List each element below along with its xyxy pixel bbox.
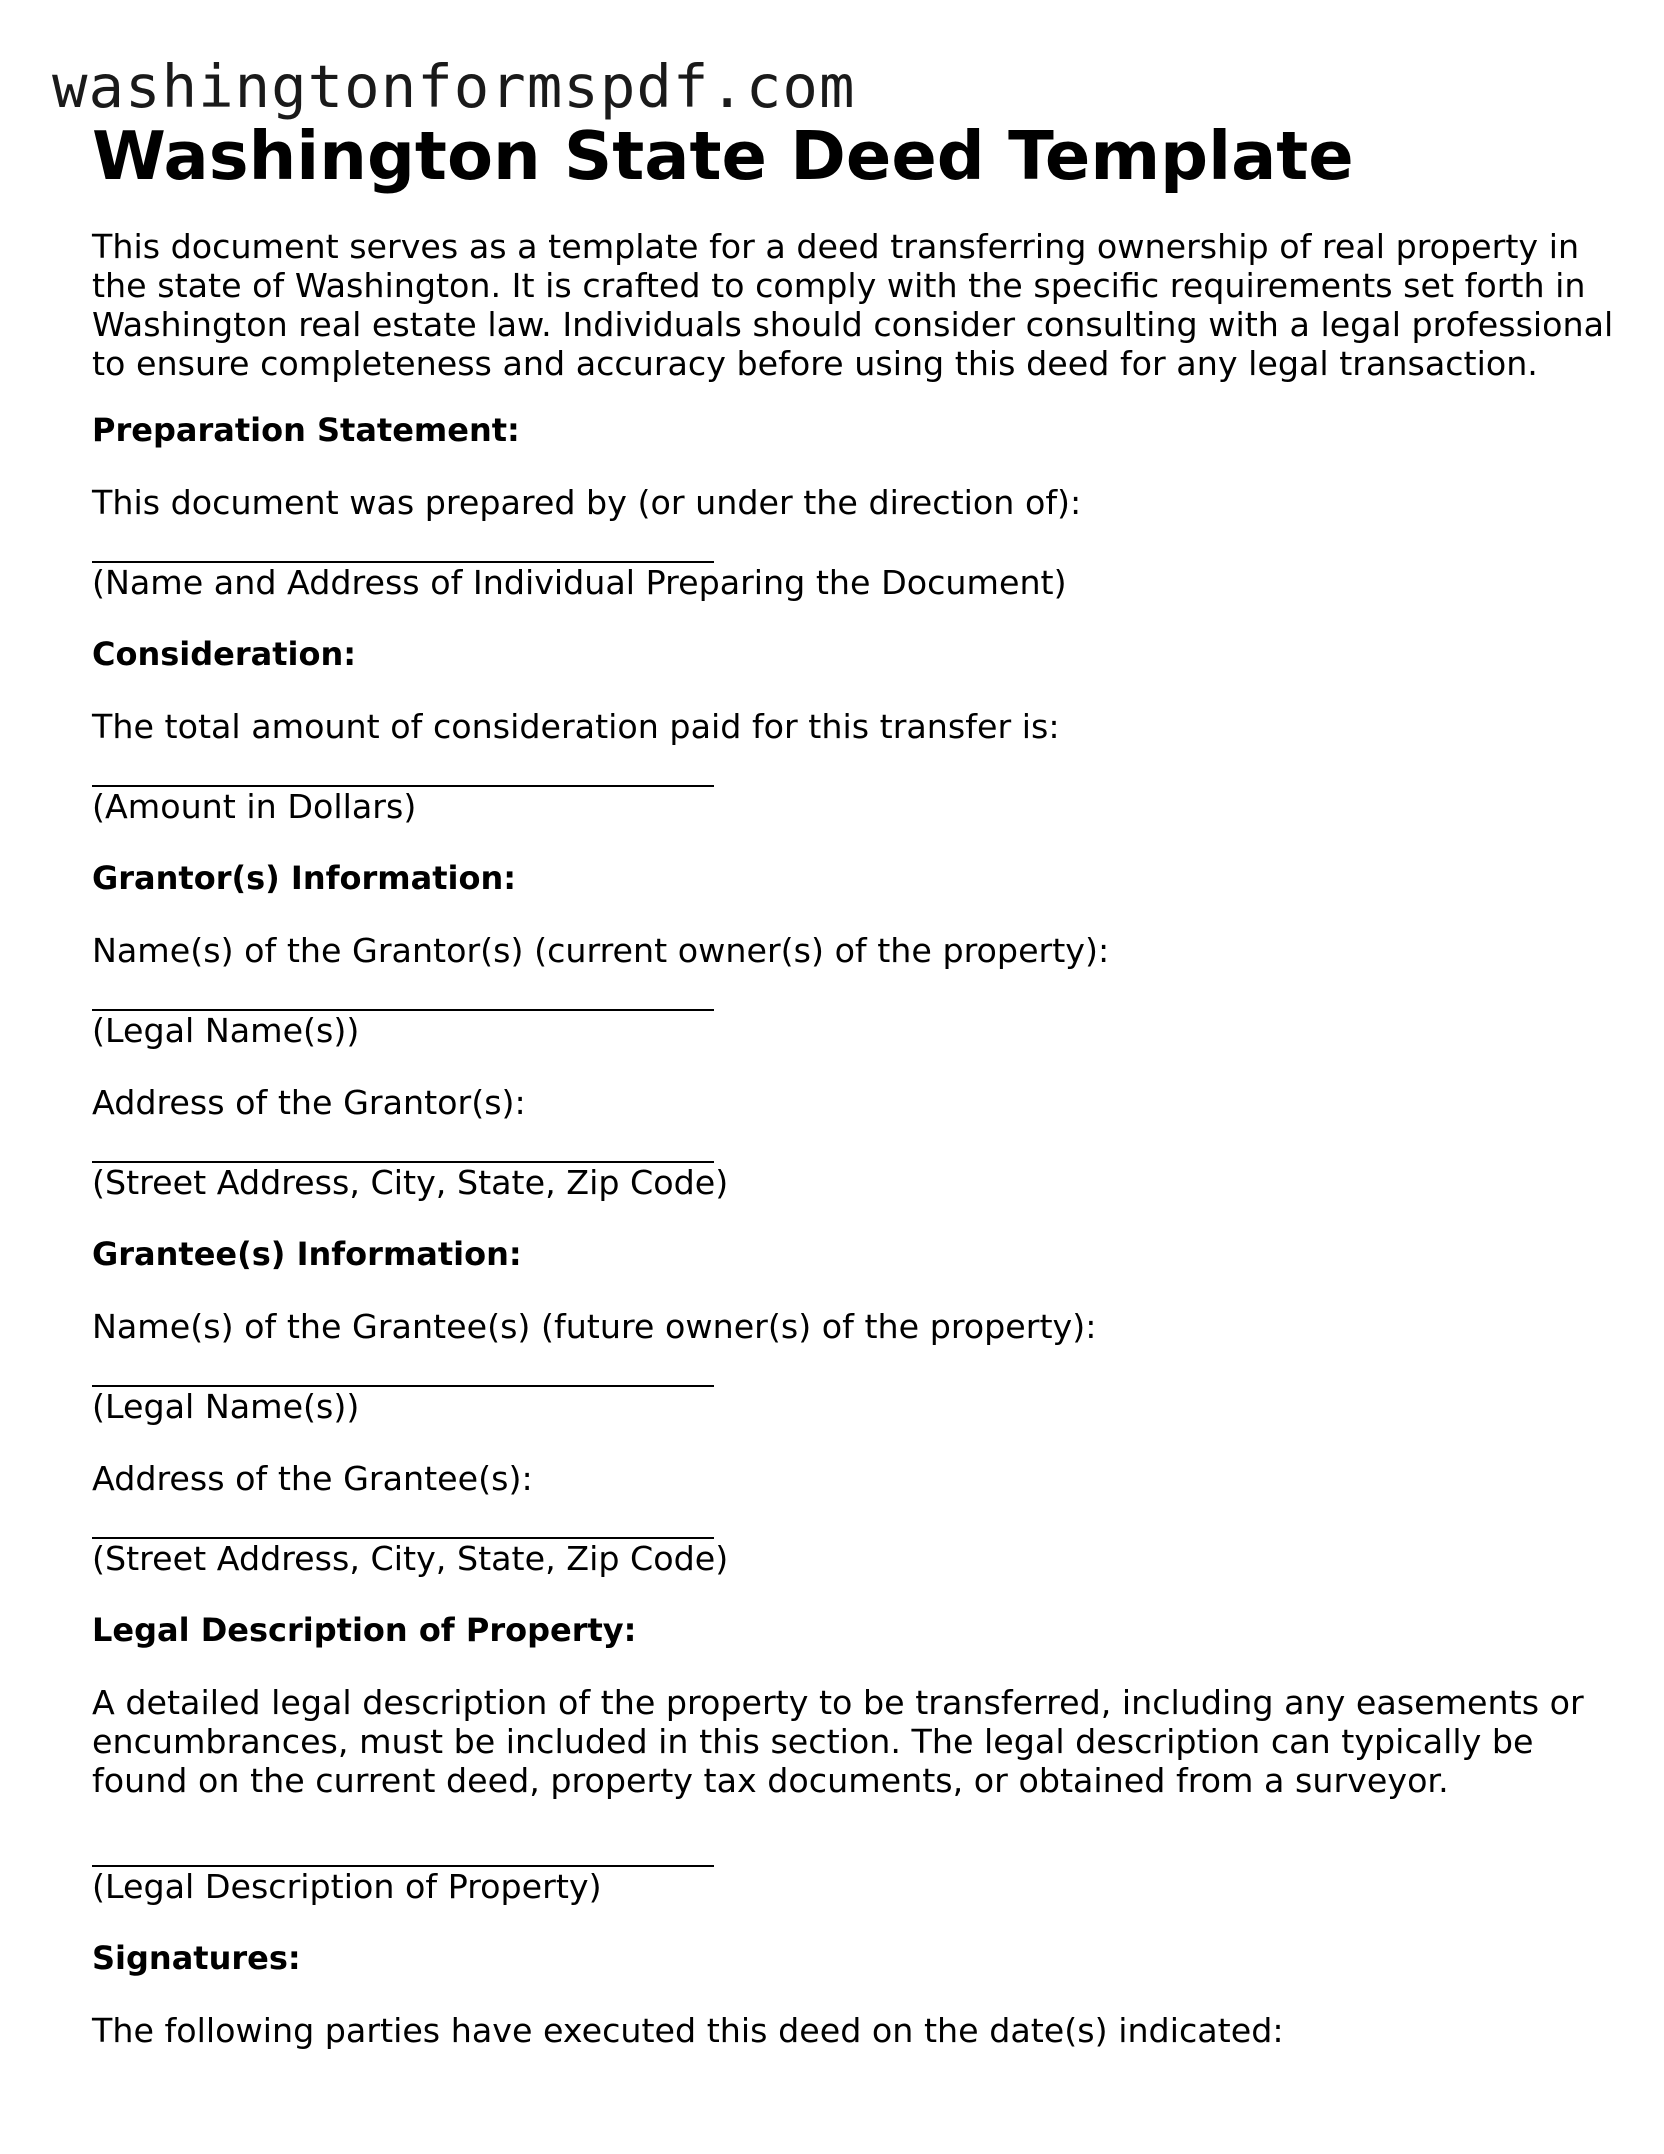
intro-line: to ensure completeness and accuracy before using this deed for any legal transaction. [92,344,1538,383]
consideration-heading: Consideration: [92,635,357,673]
grantee-address-blank-line[interactable] [92,1512,714,1539]
preparation-text: This document was prepared by (or under the direction of): [92,483,1082,522]
amount-caption: (Amount in Dollars) [92,787,417,826]
intro-line: This document serves as a template for a deed transferring ownership of real property in [92,227,1580,266]
legal-description-field[interactable] [92,1840,1592,1906]
consideration-field[interactable] [92,760,1592,826]
intro-line: Washington real estate law. Individuals should consider consulting with a legal professional [92,305,1614,344]
grantor-name-blank-line[interactable] [92,984,714,1011]
grantee-name-caption: (Legal Name(s)) [92,1387,360,1426]
grantor-name-caption: (Legal Name(s)) [92,1011,360,1050]
intro-paragraph [92,227,1614,383]
grantor-name-text: Name(s) of the Grantor(s) (current owner(s) of the property): [92,931,1110,970]
preparer-blank-line[interactable] [92,536,714,563]
legal-description-line: encumbrances, must be included in this section. The legal description can typically be [92,1722,1534,1761]
preparer-caption: (Name and Address of Individual Preparing the Document) [92,563,1067,602]
intro-line: the state of Washington. It is crafted to comply with the specific requirements set forth in [92,266,1586,305]
grantor-address-field[interactable] [92,1136,1592,1202]
page-title: Washington State Deed Template [92,117,1354,195]
grantee-address-caption: (Street Address, City, State, Zip Code) [92,1539,729,1578]
consideration-text: The total amount of consideration paid for this transfer is: [92,707,1060,746]
amount-blank-line[interactable] [92,760,714,787]
preparation-heading: Preparation Statement: [92,411,520,449]
grantor-address-text: Address of the Grantor(s): [92,1083,526,1122]
grantee-name-blank-line[interactable] [92,1360,714,1387]
deed-document [92,115,1614,2064]
grantee-name-text: Name(s) of the Grantee(s) (future owner(s) of the property): [92,1307,1097,1346]
grantor-address-blank-line[interactable] [92,1136,714,1163]
legal-description-caption: (Legal Description of Property) [92,1867,602,1906]
legal-description-paragraph [92,1683,1592,1800]
preparer-field[interactable] [92,536,1592,602]
grantee-name-field[interactable] [92,1360,1592,1426]
grantor-heading: Grantor(s) Information: [92,859,517,897]
site-watermark: washingtonformspdf.com [52,52,856,121]
grantee-address-field[interactable] [92,1512,1592,1578]
grantor-name-field[interactable] [92,984,1592,1050]
signatures-heading: Signatures: [92,1939,301,1977]
legal-description-blank-line[interactable] [92,1840,714,1867]
signatures-text: The following parties have executed this deed on the date(s) indicated: [92,2011,1284,2050]
grantor-address-caption: (Street Address, City, State, Zip Code) [92,1163,729,1202]
legal-description-heading: Legal Description of Property: [92,1611,637,1649]
legal-description-line: found on the current deed, property tax documents, or obtained from a surveyor. [92,1761,1449,1800]
grantee-heading: Grantee(s) Information: [92,1235,522,1273]
grantee-address-text: Address of the Grantee(s): [92,1459,533,1498]
legal-description-line: A detailed legal description of the property to be transferred, including any easements or [92,1683,1584,1722]
